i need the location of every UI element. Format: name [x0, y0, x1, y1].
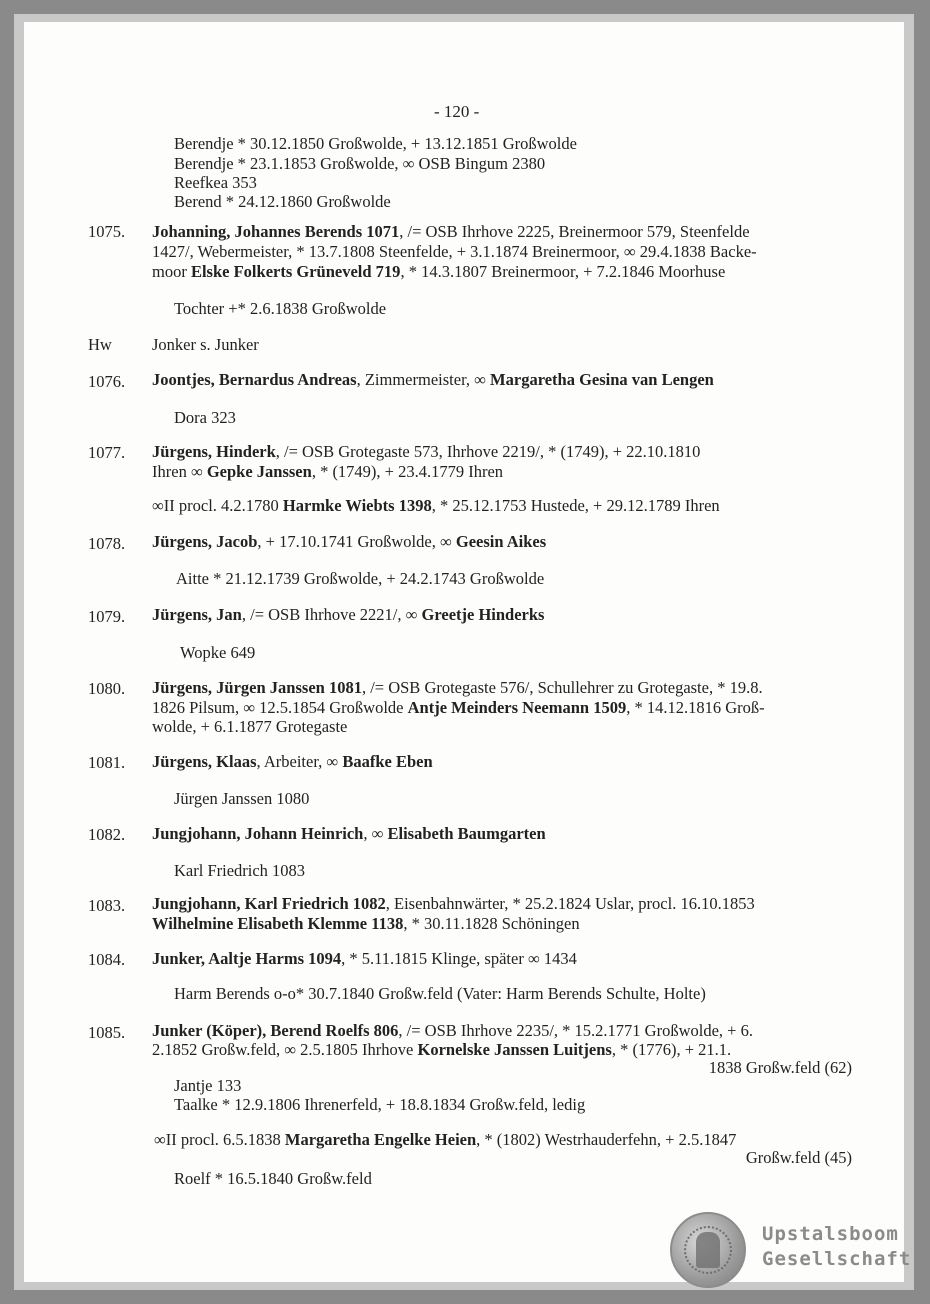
intro-line: Berendje * 30.12.1850 Großwolde, + 13.12.1851 Großwolde [174, 134, 577, 153]
entry-text: Jürgens, Hinderk, /= OSB Grotegaste 573, Ihrhove 2219/, * (1749), + 22.10.1810 [152, 442, 701, 461]
entry-number: 1080. [88, 679, 126, 698]
entry-text: 2.1852 Großw.feld, ∞ 2.5.1805 Ihrhove Kornelske Janssen Luitjens, * (1776), + 21.1. [152, 1040, 732, 1059]
entry-number: 1081. [88, 753, 126, 772]
entry-text: 1427/, Webermeister, * 13.7.1808 Steenfelde, + 3.1.1874 Breinermoor, ∞ 29.4.1838 Backe- [152, 242, 757, 261]
child-entry: Jürgen Janssen 1080 [174, 789, 310, 808]
scan-frame [14, 14, 914, 1290]
child-entry: Roelf * 16.5.1840 Großw.feld [174, 1169, 372, 1188]
document-page [24, 22, 912, 1282]
child-entry: Aitte * 21.12.1739 Großwolde, + 24.2.1743 Großwolde [176, 569, 545, 588]
entry-text: Jürgens, Jan, /= OSB Ihrhove 2221/, ∞ Greetje Hinderks [152, 605, 545, 624]
entry-number: Hw [88, 335, 112, 354]
intro-line: Reefkea 353 [174, 173, 257, 192]
seal-figure [696, 1232, 720, 1268]
cross-reference: Jonker s. Junker [152, 335, 259, 354]
entry-number: 1079. [88, 607, 126, 626]
child-entry: Jantje 133 [174, 1076, 242, 1095]
intro-line: Berend * 24.12.1860 Großwolde [174, 192, 391, 211]
entry-text: Jürgens, Jacob, + 17.10.1741 Großwolde, ∞ Geesin Aikes [152, 532, 547, 551]
entry-text: ∞II procl. 6.5.1838 Margaretha Engelke Heien, * (1802) Westrhauderfehn, + 2.5.1847 [154, 1130, 737, 1149]
brand-line-1: Upstalsboom [762, 1223, 899, 1245]
entry-text: Jungjohann, Karl Friedrich 1082, Eisenbahnwärter, * 25.2.1824 Uslar, procl. 16.10.1853 [152, 894, 755, 913]
entry-text: Junker (Köper), Berend Roelfs 806, /= OSB Ihrhove 2235/, * 15.2.1771 Großwolde, + 6. [152, 1021, 753, 1040]
entry-text: Jürgens, Klaas, Arbeiter, ∞ Baafke Eben [152, 752, 433, 771]
child-entry: Harm Berends o-o* 30.7.1840 Großw.feld (Vater: Harm Berends Schulte, Holte) [174, 984, 706, 1003]
entry-text: wolde, + 6.1.1877 Grotegaste [152, 717, 348, 736]
entry-text: moor Elske Folkerts Grüneveld 719, * 14.3.1807 Breinermoor, + 7.2.1846 Moorhuse [152, 262, 726, 281]
intro-line: Berendje * 23.1.1853 Großwolde, ∞ OSB Bingum 2380 [174, 154, 546, 173]
entry-number: 1077. [88, 443, 126, 462]
child-entry: Karl Friedrich 1083 [174, 861, 306, 880]
child-entry: Wopke 649 [180, 643, 256, 662]
child-entry: Tochter +* 2.6.1838 Großwolde [174, 299, 387, 318]
entry-number: 1076. [88, 372, 126, 391]
child-entry: Taalke * 12.9.1806 Ihrenerfeld, + 18.8.1834 Großw.feld, ledig [174, 1095, 586, 1114]
entry-text: 1826 Pilsum, ∞ 12.5.1854 Großwolde Antje Meinders Neemann 1509, * 14.12.1816 Groß- [152, 698, 765, 717]
entry-text: Junker, Aaltje Harms 1094, * 5.11.1815 Klinge, später ∞ 1434 [152, 949, 577, 968]
entry-number: 1075. [88, 222, 126, 241]
entry-number: 1083. [88, 896, 126, 915]
entry-text: Ihren ∞ Gepke Janssen, * (1749), + 23.4.1779 Ihren [152, 462, 504, 481]
entry-number: 1085. [88, 1023, 126, 1042]
entry-text: Joontjes, Bernardus Andreas, Zimmermeister, ∞ Margaretha Gesina van Lengen [152, 370, 714, 389]
entry-text: Jungjohann, Johann Heinrich, ∞ Elisabeth Baumgarten [152, 824, 546, 843]
seal-logo-icon [670, 1212, 746, 1288]
entry-text: ∞II procl. 4.2.1780 Harmke Wiebts 1398, * 25.12.1753 Hustede, + 29.12.1789 Ihren [152, 496, 720, 515]
entry-text: Großw.feld (45) [745, 1148, 852, 1167]
entry-number: 1078. [88, 534, 126, 553]
child-entry: Dora 323 [174, 408, 236, 427]
entry-number: 1082. [88, 825, 126, 844]
entry-number: 1084. [88, 950, 126, 969]
entry-text: Johanning, Johannes Berends 1071, /= OSB Ihrhove 2225, Breinermoor 579, Steenfelde [152, 222, 750, 241]
entry-text: Jürgens, Jürgen Janssen 1081, /= OSB Grotegaste 576/, Schullehrer zu Grotegaste, * 19.8. [152, 678, 763, 697]
entry-text: Wilhelmine Elisabeth Klemme 1138, * 30.11.1828 Schöningen [152, 914, 580, 933]
page-number: - 120 - [434, 102, 480, 121]
entry-text: 1838 Großw.feld (62) [708, 1058, 852, 1077]
brand-line-2: Gesellschaft [762, 1248, 912, 1270]
